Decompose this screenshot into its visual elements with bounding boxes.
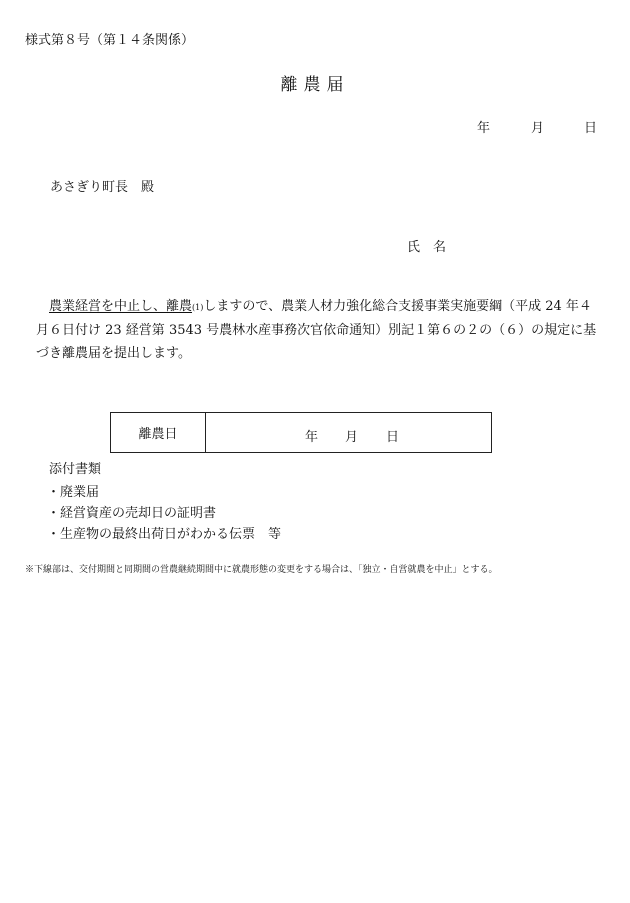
form-number: 様式第８号（第１４条関係） [25, 33, 195, 48]
body-rest-text: しますので、農業人材力強化総合支援事業実施要綱（平成 24 年４月６日付け 23 経営第 3543 号農林水産事務次官依命通知）別記１第６の２の（６）の規定に基づき離農届を提出します。 [36, 299, 597, 361]
body-note-marker: (1) [192, 303, 204, 312]
retirement-day-label: 日 [386, 430, 400, 445]
page-title: 離農届 [280, 75, 350, 95]
addressee: あさぎり町長 殿 [50, 180, 155, 195]
attachment-item: ・経営資産の売却日の証明書 [47, 506, 217, 521]
attachments-title: 添付書類 [49, 462, 102, 477]
attachment-item: ・生産物の最終出荷日がわかる伝票 等 [47, 527, 282, 542]
date-year-label: 年 [477, 121, 491, 136]
body-paragraph [36, 295, 602, 365]
date-month-label: 月 [531, 121, 545, 136]
retirement-month-label: 月 [345, 430, 359, 445]
retirement-year-label: 年 [305, 430, 319, 445]
retirement-date-table [110, 412, 492, 453]
body-underlined-text: 農業経営を中止し、離農 [49, 299, 193, 314]
footnote: ※下線部は、交付期間と同期間の営農継続期間中に就農形態の変更をする場合は、「独立・自営就農を中止」とする。 [25, 565, 498, 575]
retirement-date-field[interactable] [206, 413, 491, 452]
date-day-label: 日 [584, 121, 598, 136]
applicant-name-label: 氏 名 [407, 240, 447, 255]
attachment-item: ・廃業届 [47, 485, 100, 500]
retirement-date-label: 離農日 [111, 413, 206, 452]
